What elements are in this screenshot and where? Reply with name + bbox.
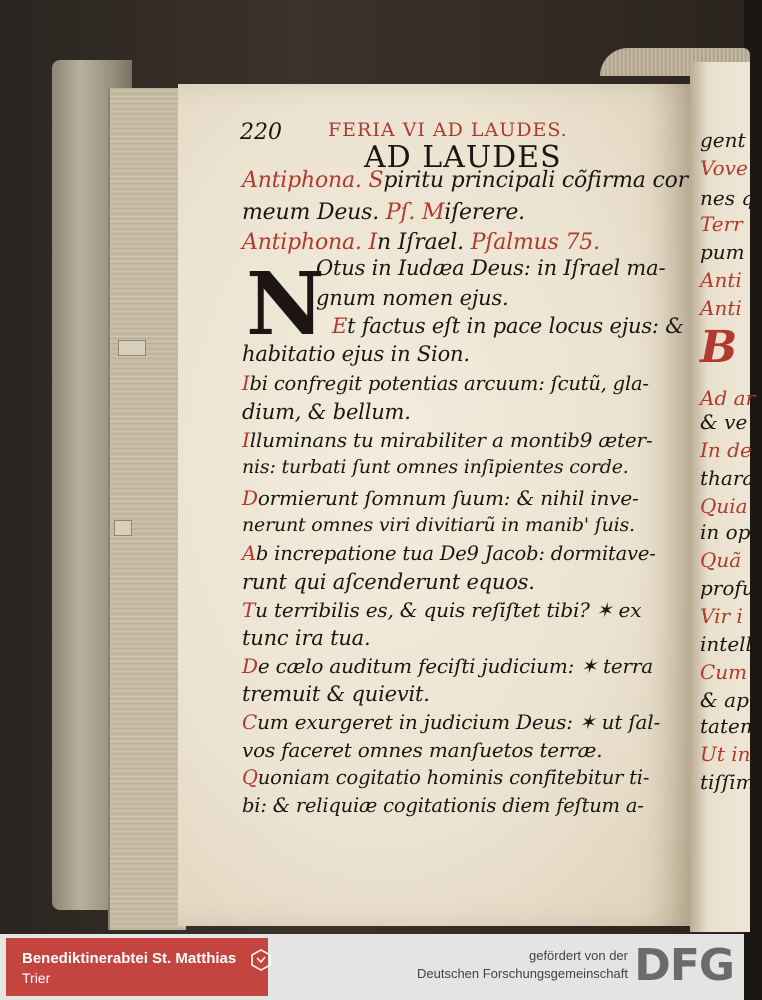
- right-page-line: & app: [700, 688, 762, 712]
- right-page-line: thara: [700, 466, 755, 490]
- institution-city: Trier: [22, 970, 51, 986]
- text-line: gnum nomen ejus.: [316, 286, 509, 310]
- text-line: Et factus eſt in pace locus ejus: &: [332, 314, 684, 338]
- text-line: Ab increpatione tua De9 Jacob: dormitave-: [242, 542, 656, 565]
- page-tab: [118, 340, 146, 356]
- right-page-line: Anti: [700, 268, 742, 292]
- text-line: vos faceret omnes manſuetos terræ.: [242, 738, 603, 762]
- text-line: Cum exurgeret in judicium Deus: ✶ ut ſal-: [242, 710, 660, 734]
- text-line: tremuit & quievit.: [242, 682, 430, 706]
- book-fore-edge: [108, 88, 186, 930]
- right-page-line: Ut in: [700, 742, 751, 766]
- funding-line-1: gefördert von der: [528, 948, 628, 963]
- page-tab: [114, 520, 132, 536]
- dfg-logo[interactable]: DFG: [634, 940, 734, 991]
- institution-badge[interactable]: [6, 938, 268, 996]
- right-page-line: Terr: [700, 212, 743, 236]
- right-page-line: tiſſim: [700, 770, 755, 794]
- right-page-line: Vove: [700, 156, 748, 180]
- text-line: Otus in Iudæa Deus: in Iſrael ma-: [316, 256, 666, 280]
- right-page-line: profu: [700, 576, 755, 600]
- right-page-line: gent: [700, 128, 746, 152]
- text-line: dium, & bellum.: [242, 400, 411, 424]
- right-page-line: tatem: [700, 714, 759, 738]
- funding-line-2: Deutschen Forschungsgemeinschaft: [416, 966, 628, 981]
- text-line: Quoniam cogitatio hominis confitebitur ti-: [242, 766, 650, 789]
- right-page-line: nes q: [700, 186, 755, 210]
- text-line: runt qui aſcenderunt equos.: [242, 570, 535, 594]
- right-page-line: In de: [700, 438, 752, 462]
- text-line: tunc ira tua.: [242, 626, 371, 650]
- footer-bar: [0, 934, 744, 1000]
- right-page-line: Vir i: [700, 604, 743, 628]
- hexagon-logo-icon: [250, 949, 272, 971]
- text-line: Antiphona. Spiritu principali cõfirma cor: [242, 168, 688, 193]
- right-page-line: Quã: [700, 548, 742, 572]
- right-page-line: & ve: [700, 410, 748, 434]
- right-page-line: Cum: [700, 660, 748, 684]
- drop-cap: N: [246, 254, 325, 355]
- text-line: nerunt omnes viri divitiarũ in manib' ſuis.: [242, 514, 635, 536]
- text-line: nis: turbati ſunt omnes inſipientes corde.: [242, 456, 629, 478]
- text-line: De cælo auditum feciſti judicium: ✶ terra: [242, 654, 653, 678]
- right-page-line: pum: [700, 240, 745, 264]
- text-line: Dormierunt ſomnum ſuum: & nihil inve-: [242, 486, 639, 510]
- right-page-line: Ad ar: [700, 386, 756, 410]
- running-head: FERIA VI AD LAUDES.: [328, 119, 568, 141]
- text-line: Tu terribilis es, & quis reſiſtet tibi? ✶ ex: [242, 598, 642, 622]
- text-line: Antiphona. In Iſrael. Pſalmus 75.: [242, 230, 600, 255]
- right-page-line: Quia: [700, 494, 748, 518]
- page-number: 220: [240, 120, 282, 145]
- text-line: Illuminans tu mirabiliter a montib9 æter-: [242, 428, 653, 452]
- right-page-line: B: [700, 322, 738, 373]
- text-line: bi: & reliquiæ cogitationis diem feſtum a-: [242, 794, 644, 817]
- right-page-line: intell: [700, 632, 752, 656]
- text-line: habitatio ejus in Sion.: [242, 342, 470, 366]
- section-title: AD LAUDES: [364, 140, 562, 175]
- text-line: Ibi confregit potentias arcuum: ſcutũ, gla-: [242, 372, 649, 395]
- institution-name: Benediktinerabtei St. Matthias: [22, 950, 237, 967]
- right-page-line: Anti: [700, 296, 742, 320]
- text-line: meum Deus. Pſ. Miſerere.: [242, 200, 525, 225]
- right-page-line: in op: [700, 520, 751, 544]
